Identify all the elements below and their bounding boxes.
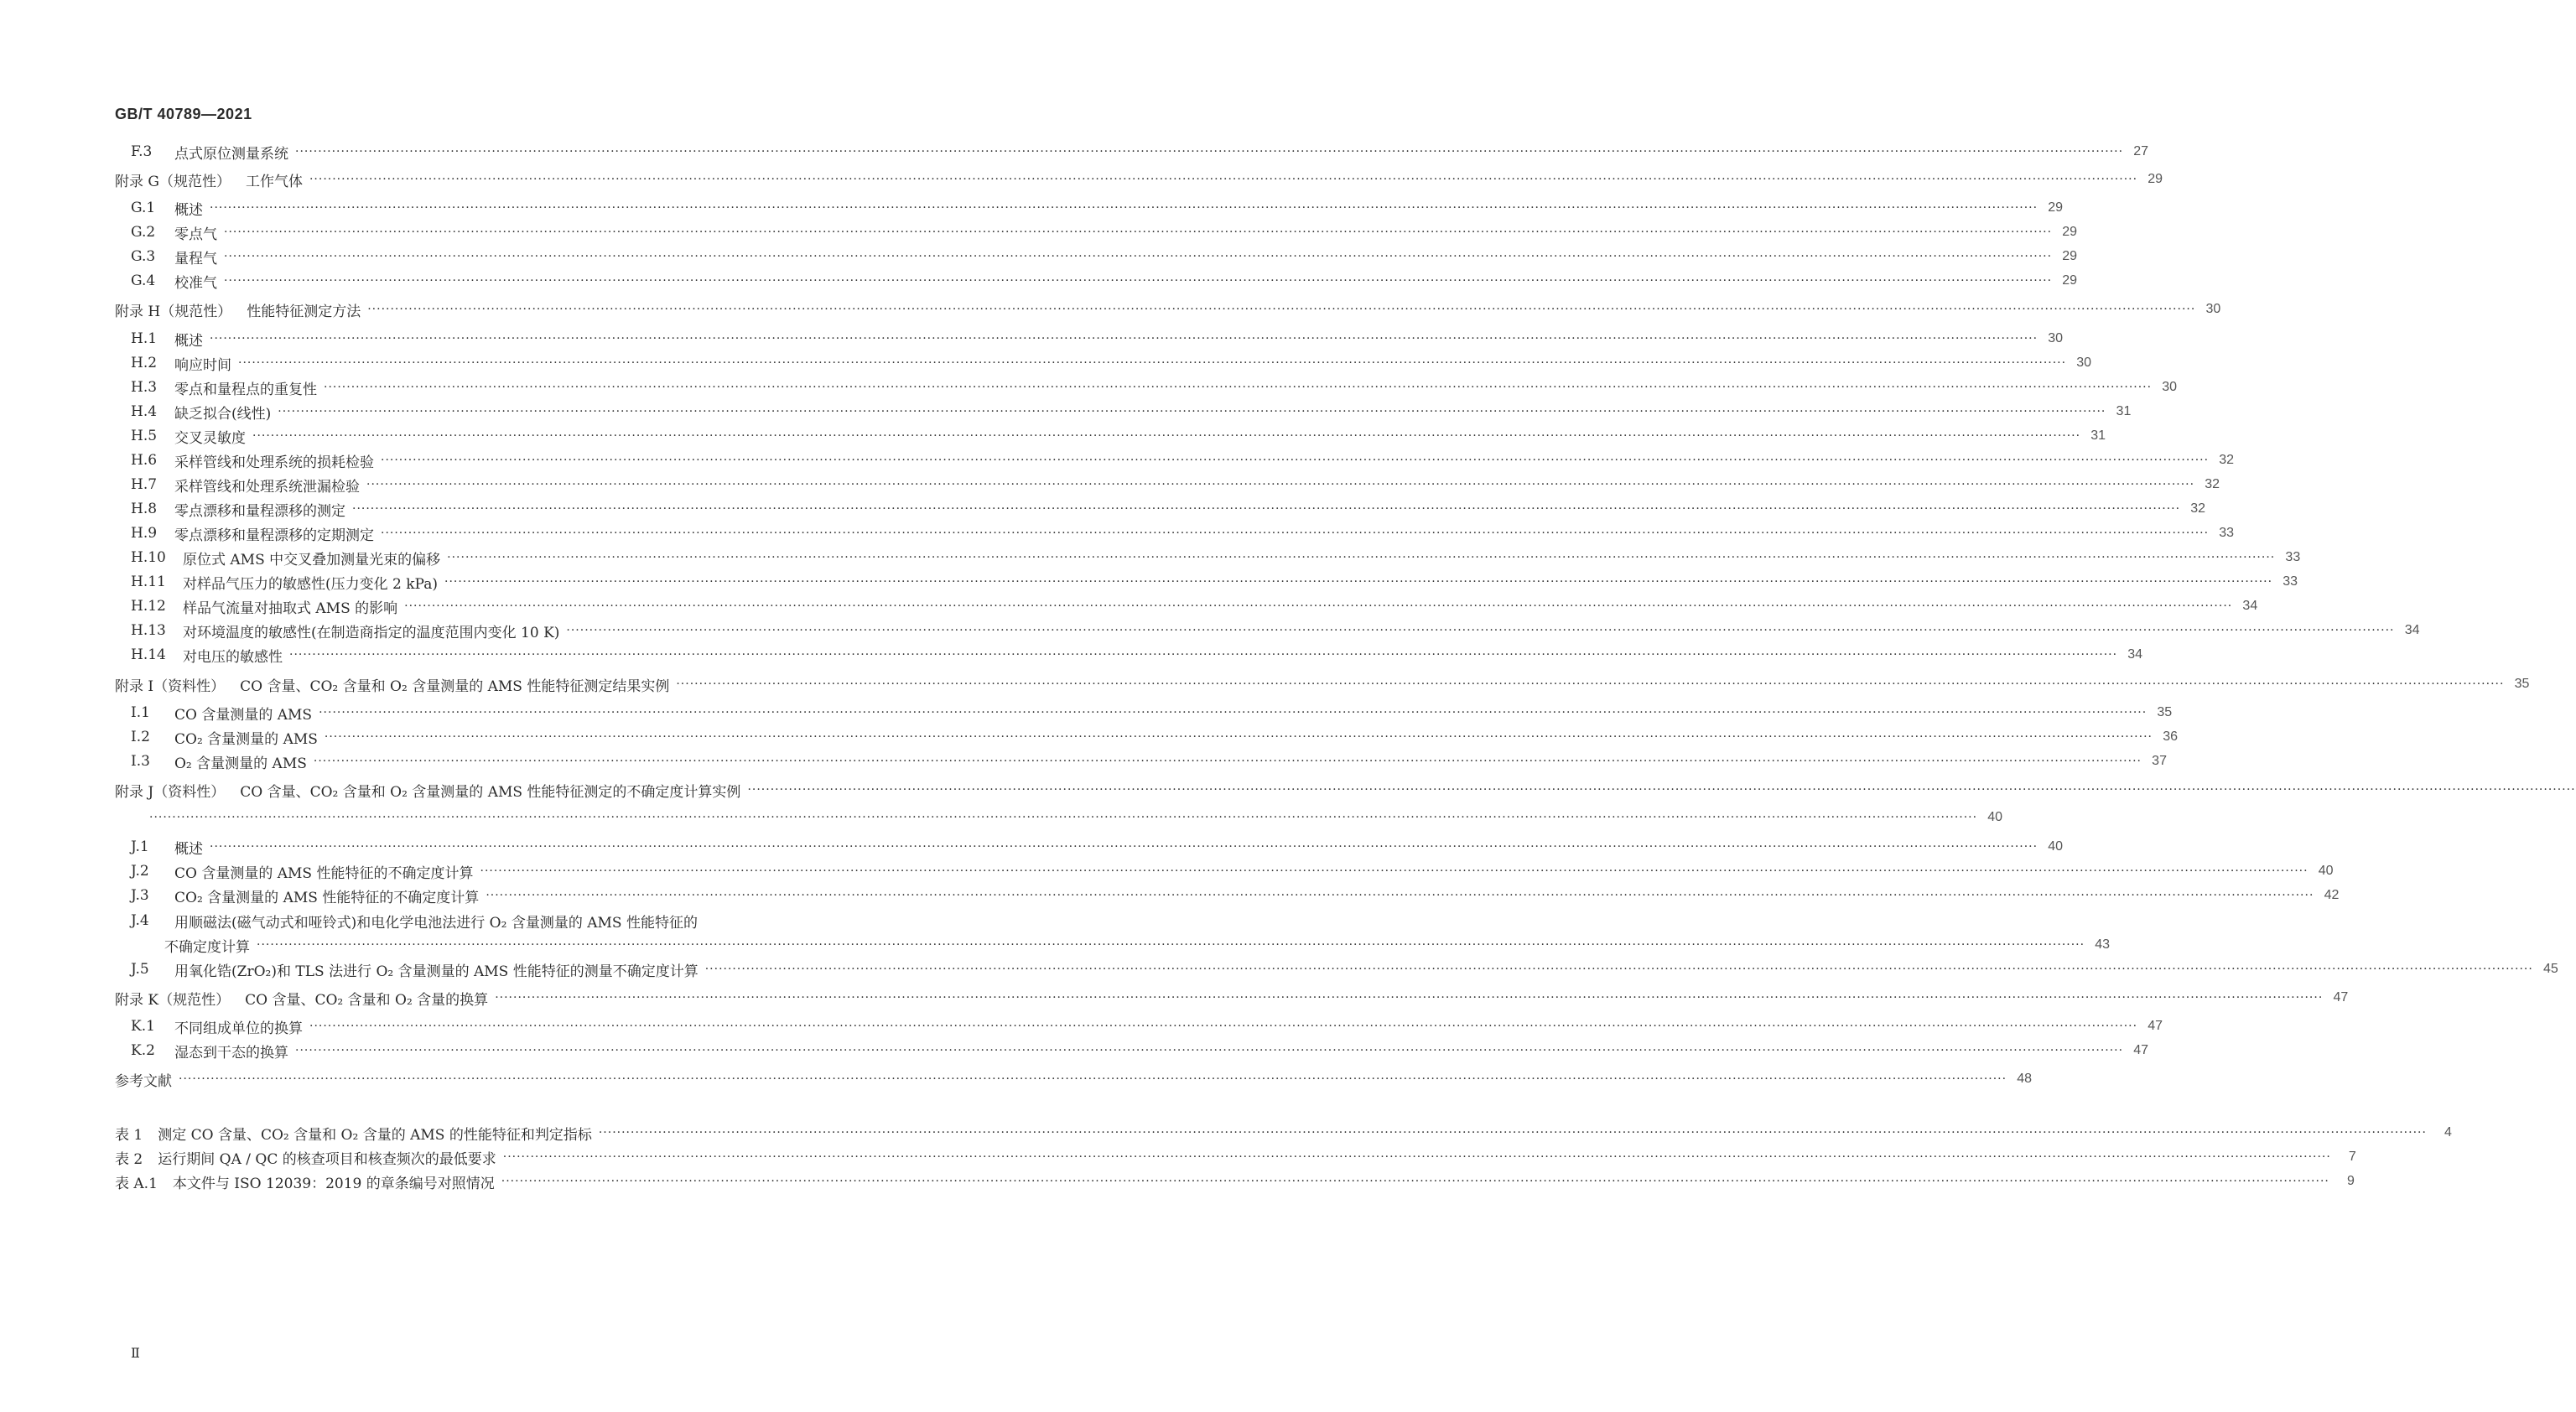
toc-entry-title: 采样管线和处理系统的损耗检验 <box>174 454 374 471</box>
toc-leader-dots: ················································································································································································································································································································································································································ <box>747 783 2576 797</box>
toc-entry-page: 29 <box>2062 273 2078 288</box>
toc-leader-dots: ················································································································································································································································································································································································································ <box>319 706 2148 719</box>
toc-entry-title: 对环境温度的敏感性(在制造商指定的温度范围内变化 10 K) <box>183 624 560 641</box>
toc-entry-page: 32 <box>2205 477 2220 491</box>
toc-entry-number: I.1 <box>131 704 150 721</box>
toc-entry-page: 45 <box>2543 962 2558 976</box>
toc-entry-title: 本文件与 ISO 12039：2019 的章条编号对照情况 <box>172 1175 495 1192</box>
toc-entry[interactable] <box>115 673 2530 695</box>
toc-leader-dots: ················································································································································································································································································································································································································ <box>179 1072 2007 1086</box>
toc-leader-dots: ················································································································································································································································································································································································································ <box>324 730 2153 744</box>
toc-entry[interactable] <box>131 702 2173 724</box>
toc-leader-dots: ················································································································································································································································································································································································································ <box>566 624 2395 637</box>
toc-leader-dots: ················································································································································································································································································································································································································ <box>367 303 2196 316</box>
toc-entry[interactable] <box>131 401 2132 423</box>
toc-entry-page: 35 <box>2157 705 2173 719</box>
toc-entry-page: 47 <box>2133 1043 2149 1057</box>
toc-entry[interactable] <box>131 1015 2163 1037</box>
toc-entry-number: I.2 <box>131 729 150 745</box>
toc-entry[interactable] <box>131 726 2178 748</box>
toc-entry-number: H.12 <box>131 598 166 615</box>
toc-entry-title: 性能特征测定方法 <box>247 303 361 320</box>
toc-leader-dots: ················································································································································································································································································································································································································ <box>495 991 2324 1004</box>
toc-entry-title: CO 含量、CO₂ 含量和 O₂ 含量的换算 <box>245 991 489 1009</box>
toc-entry[interactable] <box>131 270 2078 292</box>
toc-entry-number: 附录 H（规范性） <box>115 303 232 320</box>
toc-entry-title: 样品气流量对抽取式 AMS 的影响 <box>183 600 398 617</box>
toc-entry-number: 附录 G（规范性） <box>115 173 231 190</box>
toc-entry-title: 不同组成单位的换算 <box>174 1020 303 1037</box>
page-number: Ⅱ <box>131 1345 140 1361</box>
toc-entry-page: 33 <box>2283 574 2298 589</box>
toc-entry-title: CO 含量、CO₂ 含量和 O₂ 含量测量的 AMS 性能特征测定结果实例 <box>240 677 670 695</box>
toc-entry-number: G.1 <box>131 200 156 216</box>
toc-entry[interactable] <box>131 571 2298 593</box>
toc-entry[interactable] <box>131 620 2420 641</box>
toc-entry-page: 29 <box>2062 225 2078 239</box>
toc-entry-number: J.4 <box>131 912 149 929</box>
toc-entry-title: 工作气体 <box>245 173 303 190</box>
toc-entry-title: CO 含量测量的 AMS 性能特征的不确定度计算 <box>174 864 474 882</box>
toc-entry-title: 测定 CO 含量、CO₂ 含量和 O₂ 含量的 AMS 的性能特征和判定指标 <box>158 1126 592 1144</box>
toc-entry-title: 零点漂移和量程漂移的定期测定 <box>174 527 374 544</box>
toc-entry-number: H.3 <box>131 379 158 396</box>
toc-entry-title: O₂ 含量测量的 AMS <box>174 755 307 772</box>
toc-entry[interactable] <box>131 376 2178 398</box>
toc-entry-page: 29 <box>2062 249 2078 263</box>
toc-entry-page: 33 <box>2219 526 2235 540</box>
toc-entry-number: H.1 <box>131 330 158 347</box>
toc-entry[interactable] <box>115 1146 2356 1168</box>
toc-leader-dots: ················································································································································································································································································································································································································ <box>313 755 2142 768</box>
toc-leader-dots: ················································································································································································································································································································································································································ <box>480 864 2309 878</box>
toc-entry-number: H.10 <box>131 549 166 566</box>
toc-leader-dots: ················································································································································································································································································································································································································ <box>278 405 2106 418</box>
toc-entry-number: K.2 <box>131 1042 155 1059</box>
toc-entry-number: J.5 <box>131 961 149 978</box>
toc-entry-page: 9 <box>2346 1174 2355 1188</box>
toc-entry[interactable] <box>131 750 2167 772</box>
toc-entry[interactable] <box>131 958 2558 980</box>
toc-leader-dots: ················································································································································································································································································································································································································ <box>252 429 2081 443</box>
toc-entry-title: 对电压的敏感性 <box>183 648 283 666</box>
toc-leader-dots: ················································································································································································································································································································································································································ <box>295 145 2124 158</box>
toc-entry-title: 量程气 <box>174 250 217 267</box>
toc-leader-dots: ················································································································································································································································································································································································································ <box>289 648 2118 662</box>
toc-leader-dots: ················································································································································································································································································································································································································ <box>295 1044 2124 1057</box>
toc-entry[interactable] <box>131 328 2064 350</box>
toc-entry[interactable] <box>131 522 2235 544</box>
toc-entry[interactable] <box>115 169 2163 190</box>
toc-entry-number: H.6 <box>131 452 158 469</box>
document-code: GB/T 40789—2021 <box>115 106 252 122</box>
toc-entry[interactable] <box>131 644 2143 666</box>
toc-entry-page: 32 <box>2219 453 2235 467</box>
toc-entry[interactable] <box>131 449 2235 471</box>
toc-entry-number: I.3 <box>131 753 150 770</box>
toc-entry-number: 附录 K（规范性） <box>115 991 231 1009</box>
toc-leader-dots: ················································································································································································································································································································································································································ <box>257 938 2085 952</box>
toc-entry-page: 32 <box>2190 501 2206 516</box>
toc-entry-title: CO₂ 含量测量的 AMS 性能特征的不确定度计算 <box>174 889 480 906</box>
toc-entry-number: H.14 <box>131 646 166 663</box>
toc-entry-page: 34 <box>2404 623 2420 637</box>
toc-entry[interactable] <box>131 885 2340 906</box>
toc-leader-dots: ················································································································································································································································································································································································································ <box>598 1126 2427 1139</box>
toc-entry[interactable] <box>131 595 2258 617</box>
toc-entry-number: G.3 <box>131 248 156 265</box>
toc-leader-dots: ················································································································································································································································································································································································································ <box>381 527 2210 540</box>
toc-entry-number: 表 1 <box>115 1126 143 1144</box>
toc-entry-page: 29 <box>2048 200 2064 215</box>
toc-entry-page: 40 <box>2318 864 2334 878</box>
toc-entry-page: 27 <box>2133 144 2149 158</box>
toc-entry[interactable] <box>131 836 2064 858</box>
toc-entry-page: 43 <box>2095 937 2111 952</box>
toc-entry-number: H.13 <box>131 622 166 639</box>
toc-entry[interactable] <box>115 298 2221 320</box>
toc-entry-title: 零点漂移和量程漂移的测定 <box>174 502 345 520</box>
toc-entry-number: 附录 I（资料性） <box>115 677 226 695</box>
toc-leader-dots: ················································································································································································································································································································································································································ <box>366 478 2195 491</box>
toc-entry-page: 30 <box>2205 302 2221 316</box>
toc-entry-number: H.7 <box>131 476 158 493</box>
toc-entry-title: 参考文献 <box>115 1072 172 1090</box>
toc-entry-title: 缺乏拟合(线性) <box>174 405 272 423</box>
toc-leader-dots: ················································································································································································································································································································································································································ <box>444 575 2273 589</box>
toc-entry-page: 36 <box>2163 729 2178 744</box>
toc-entry-number: H.9 <box>131 525 158 542</box>
toc-entry[interactable] <box>131 547 2301 568</box>
toc-entry[interactable] <box>131 860 2334 882</box>
toc-entry-number: G.2 <box>131 224 156 241</box>
toc-entry-title: 概述 <box>174 840 203 858</box>
toc-entry[interactable] <box>131 1040 2149 1062</box>
toc-entry-title: 零点气 <box>174 226 217 243</box>
toc-entry-title: 概述 <box>174 332 203 350</box>
toc-entry-page: 30 <box>2048 331 2064 345</box>
toc-entry[interactable] <box>115 779 2576 801</box>
toc-entry-number: 附录 J（资料性） <box>115 783 226 801</box>
toc-entry-title: 原位式 AMS 中交叉叠加测量光束的偏移 <box>183 551 441 568</box>
toc-entry[interactable] <box>131 141 2149 163</box>
toc-entry-title: 用顺磁法(磁气动式和哑铃式)和电化学电池法进行 O₂ 含量测量的 AMS 性能特征的 <box>174 914 698 932</box>
toc-leader-dots: ················································································································································································································································································································································································································ <box>238 356 2067 370</box>
toc-entry[interactable] <box>131 425 2106 447</box>
toc-entry-title: 零点和量程点的重复性 <box>174 381 317 398</box>
toc-entry-number: H.11 <box>131 574 166 590</box>
toc-entry-title: CO 含量测量的 AMS <box>174 706 313 724</box>
toc-entry-title: 交叉灵敏度 <box>174 429 246 447</box>
toc-entry-title: 不确定度计算 <box>164 938 250 956</box>
toc-entry-title: CO₂ 含量测量的 AMS <box>174 730 318 748</box>
toc-entry[interactable] <box>115 1171 2355 1192</box>
toc-entry[interactable] <box>131 246 2078 267</box>
toc-entry-title: 对样品气压力的敏感性(压力变化 2 kPa) <box>183 575 438 593</box>
toc-leader-dots: ················································································································································································································································································································································································································ <box>381 454 2210 467</box>
toc-entry-page: 48 <box>2017 1072 2033 1086</box>
toc-entry-number: H.2 <box>131 355 158 371</box>
toc-entry-title: 响应时间 <box>174 356 231 374</box>
toc-entry-page: 30 <box>2076 356 2092 370</box>
toc-entry-page: 4 <box>2444 1125 2452 1139</box>
toc-entry-number: J.3 <box>131 887 149 904</box>
toc-leader-dots: ················································································································································································································································································································································································································ <box>486 889 2314 902</box>
toc-entry-number: 表 A.1 <box>115 1175 158 1192</box>
toc-leader-dots: ················································································································································································································································································································································································································ <box>309 173 2138 186</box>
toc-leader-dots: ················································································································································································································································································································································································································ <box>676 677 2505 691</box>
toc-entry-title: 概述 <box>174 201 203 219</box>
toc-leader-dots: ················································································································································································································································································································································································································ <box>324 381 2153 394</box>
toc-leader-dots: ················································································································································································································································································································································································································ <box>210 332 2038 345</box>
toc-entry-page: 30 <box>2162 380 2178 394</box>
toc-entry-title: 校准气 <box>174 274 217 292</box>
toc-entry-title: 用氧化锆(ZrO₂)和 TLS 法进行 O₂ 含量测量的 AMS 性能特征的测量不确定度计算 <box>174 963 699 980</box>
toc-entry-number: H.4 <box>131 403 158 420</box>
toc-entry-page: 31 <box>2090 428 2106 443</box>
toc-leader-dots: ················································································································································································································································································································································································································ <box>502 1150 2331 1164</box>
toc-entry-page: 33 <box>2285 550 2301 564</box>
toc-entry[interactable] <box>115 1068 2033 1090</box>
toc-leader-dots: ················································································································································································································································································································································································································ <box>352 502 2181 516</box>
toc-entry[interactable] <box>131 910 893 932</box>
toc-entry-page: 34 <box>2127 647 2143 662</box>
toc-leader-dots: ················································································································································································································································································································································································································ <box>224 226 2053 239</box>
toc-entry-page: 34 <box>2242 599 2258 613</box>
toc-entry[interactable] <box>115 987 2349 1009</box>
toc-entry-page: 40 <box>1987 810 2003 824</box>
toc-entry-page: 37 <box>2152 754 2167 768</box>
toc-leader-dots: ················································································································································································································································································································································································································ <box>447 551 2276 564</box>
toc-entry[interactable] <box>149 807 2003 828</box>
toc-entry[interactable] <box>131 352 2092 374</box>
toc-entry-page: 40 <box>2048 839 2064 854</box>
toc-leader-dots: ················································································································································································································································································································································································································ <box>224 274 2053 288</box>
toc-entry[interactable] <box>115 1122 2452 1144</box>
toc-entry-number: 表 2 <box>115 1150 143 1168</box>
toc-leader-dots: ················································································································································································································································································································································································································ <box>210 201 2038 215</box>
toc-leader-dots: ················································································································································································································································································································································································································ <box>404 600 2233 613</box>
toc-leader-dots: ················································································································································································································································································································································································································ <box>149 811 1978 824</box>
toc-entry-page: 29 <box>2148 172 2163 186</box>
toc-entry-title: CO 含量、CO₂ 含量和 O₂ 含量测量的 AMS 性能特征测定的不确定度计算实例 <box>240 783 741 801</box>
toc-entry-title: 点式原位测量系统 <box>174 145 288 163</box>
toc-entry-number: G.4 <box>131 273 156 289</box>
toc-entry[interactable] <box>164 934 2111 956</box>
toc-entry-title: 湿态到干态的换算 <box>174 1044 288 1062</box>
toc-entry-title: 采样管线和处理系统泄漏检验 <box>174 478 360 496</box>
toc-entry-number: H.8 <box>131 501 158 517</box>
toc-leader-dots: ················································································································································································································································································································································································································ <box>210 840 2038 854</box>
toc-entry-page: 47 <box>2333 990 2349 1004</box>
toc-entry[interactable] <box>131 197 2064 219</box>
toc-entry[interactable] <box>131 474 2220 496</box>
toc-entry[interactable] <box>131 498 2206 520</box>
toc-leader-dots: ················································································································································································································································································································································································································ <box>224 250 2053 263</box>
toc-entry-number: H.5 <box>131 428 158 444</box>
toc-entry-number: J.2 <box>131 863 149 880</box>
toc-leader-dots: ················································································································································································································································································································································································································ <box>309 1020 2138 1033</box>
toc-entry-number: F.3 <box>131 143 153 160</box>
toc-entry[interactable] <box>131 221 2078 243</box>
toc-entry-page: 42 <box>2324 888 2340 902</box>
toc-entry-title: 运行期间 QA / QC 的核查项目和核查频次的最低要求 <box>158 1150 496 1168</box>
toc-leader-dots: ················································································································································································································································································································································································································ <box>501 1175 2329 1188</box>
toc-entry-page: 31 <box>2116 404 2132 418</box>
toc-leader-dots: ················································································································································································································································································································································································································ <box>704 963 2533 976</box>
toc-entry-page: 7 <box>2348 1150 2356 1164</box>
toc-entry-number: J.1 <box>131 838 149 855</box>
toc-entry-number: K.1 <box>131 1018 155 1035</box>
toc-entry-page: 35 <box>2514 677 2530 691</box>
toc-entry-page: 47 <box>2148 1019 2163 1033</box>
